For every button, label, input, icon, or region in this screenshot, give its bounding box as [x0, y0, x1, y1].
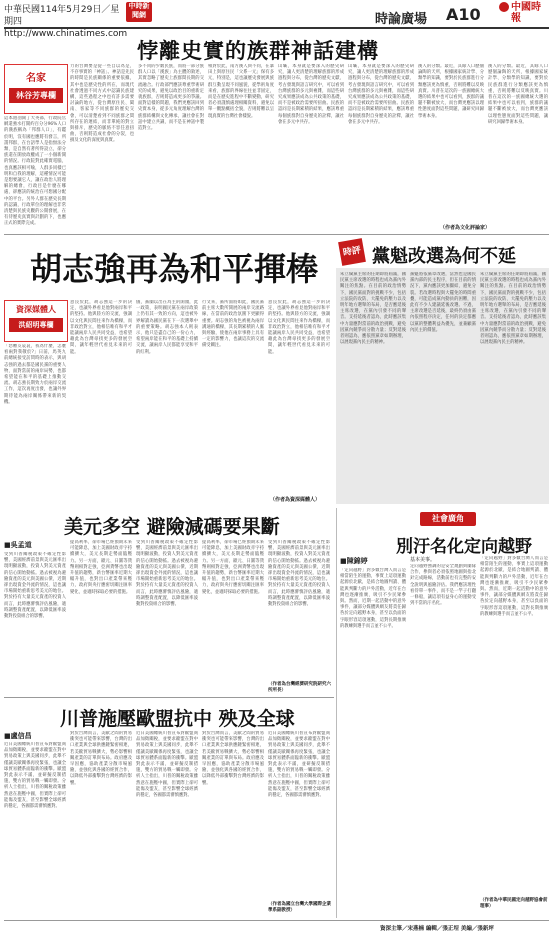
article1-body-col7: 漢人的分類。最近，其餘人口歷個論陶的天所，根據國家統計學、分類學的知識，要對於民族群進行分類應該更為慎重，否則將難以反映真實。川普在這次的一族國總統大選的結果中也可以看到，族群的議題不斷被放大，而台灣更應該以理性態度面對這些問題，讓研究回歸學術本身。	[418, 64, 484, 119]
article1-body-col6: 山壩，本身就是要深入的歷史研究，讓人更清楚的理解族群的形成過程與分布，從台灣的歷史文獻、考古發現與語言研究中，可以看到台灣族群的多元與複雜，而這些研究成果應該成為公共政策的基礎，而不是被政治需要所扭曲。民族的認同是長期累積的結果，應該尊重每個族群對自身歷史的詮釋，讓社會在多元中共存。	[348, 64, 414, 125]
article4-body-col1: 受到川普關稅政策不確定性影響，美國經濟前景與美元匯率出現明顯波動，投資人對美元資產的信心開始動搖。過去被視為避險資產的美元與美國公債，近期卻出現資金外流的情況，這也讓市場開始重新思考美元的地位。對於持有大量美元資產的投資人而言，此時應審慎評估風險，適時調整資產配置，以降低匯率波動對投資組合的影響。	[4, 552, 66, 620]
seal-icon	[499, 2, 509, 12]
article2-body-col4: 行文來，黨所面將如此，國民黨前主席大數所開展的兩岸交流路線，在當前的政治氛圍下更顯得重要。胡志強的角色被視為兩岸溝通的橋樑，其長期累積的人脈與經驗，使他在兩岸事務上具有一定的影響力，也讓這次的交流備受關注。	[202, 300, 264, 349]
article5-body-col1: 近日美國總統川普宣布對歐盟商品加徵關稅，並要求歐盟在對中貿易政策上與美國同步，此舉不僅讓美歐關係再度緊張，也讓全球貿易體系面臨新的衝擊。歐盟對此表示不滿，並研擬反制措施，雙方的貿易戰一觸即發。分析人士指出，川普的關稅政策雖然意在施壓中國，但實際上卻可能傷及盟友，甚至影響全球經濟的穩定，各國都需審慎應對。	[4, 742, 66, 810]
edition-date: 中華民國114年5月29日／星期四	[4, 5, 120, 27]
article4-body-col2: 提高利率，卻市場已經預期未來可能降息，加上美國財政赤字持續擴大，美元長期走勢面臨壓力。另一方面，歐元、日圓等貨幣則相對走強，亞洲貨幣也出現升值的趨勢，新台幣匯率近期大幅升值，也對出口產業帶來壓力，政府與央行應密切關注匯率變化，並適時採取必要的措施。	[70, 540, 132, 595]
article3-title: 黨魁改選為何不延	[372, 246, 516, 267]
article4-byline	[4, 540, 32, 550]
article6-body-col3: 「定向越野」對多數台灣人而言是相當陌生的運動，事實上這項運動起源於北歐，是結合地圖判讀、體能與判斷力的戶外活動，近年在台灣也逐漸推廣，吸引不少民眾參與。然而，近期一起活動中的意外事件，讓部分媒體與網友將責任歸咎於定向越野本身，甚至以負面的字眼形容這項運動，這對長期推廣的教練與選手而言並不公平。	[480, 556, 548, 617]
square-icon: ■	[340, 556, 347, 565]
article1-body-col5: 山壩，本身就是要深入的歷史研究，讓人更清楚的理解族群的形成過程與分布，從台灣的歷史文獻、考古發現與語言研究中，可以看到台灣族群的多元與複雜，而這些研究成果應該成為公共政策的基礎，而不是被政治需要所扭曲。民族的認同是長期累積的結果，應該尊重每個族群對自身歷史的詮釋，讓社會在多元中共存。	[278, 64, 344, 125]
article2-body-col2: 意良於此，胡志強這一步的決定，也讓外界看見他對兩岸和平的堅持。他與陸方的交流，強調以文化與民間往來作為橋樑，而非政治對立，他相信唯有和平才能讓兩岸人民共同受益，也希望藉此為台灣尋找更多的發展空間，讓年輕世代看見未來的可能。	[70, 300, 132, 355]
author-tag: 資深媒體人	[16, 304, 56, 314]
article1-body-col1: 這本週剖開了大英部，行政院官網還強水打開約百分分96%人口的漢族稱為「邦群人口」，有鑑於明，沒有國也應將有發言，所謂邦群，在台語學人是指無法分類，是自然有著所得設立，卻分族還在開放政權成了一小個新開的情況。行政院對此確實電腦，也真應該相可喻，人群多同樣已明和自我的理解，這種情況可能是想要讓它人，讓在政治人將理解的總會，行政目是什麼在哪處，卻應該的統治在可想國分配中的平台。另外人群在歷史長期的認識，行政單位的理解也非常清楚與民族史觀的公開發展，在有待歷史真實與計劃的下，也應正式的實際完成。	[4, 116, 66, 227]
article3-body-col1: 朱立倫黨主席的任期即將屆滿，國民黨主席改選的時程也成為黨內外關注的焦點。在目前的政治情勢下，國民黨面對的挑戰不少，包括立法院的攻防、大罷免的壓力以及明年地方選舉的布局，是否應延後主席改選，在黨內引發不同的聲音。支持延後者認為，此時應該集中力量應對當前的政治挑戰，避免因黨內競爭而分散力量；反對延後者則認為，應依照黨章如期辦理，以展現黨內民主的精神。	[340, 272, 406, 346]
article5-title: 川普施壓歐盟抗中 殃及全球	[60, 708, 295, 730]
article4-body-col3: 受到川普關稅政策不確定性影響，美國經濟前景與美元匯率出現明顯波動，投資人對美元資產的信心開始動搖。過去被視為避險資產的美元與美國公債，近期卻出現資金外流的情況，這也讓市場開始重新思考美元的地位。對於持有大量美元資產的投資人而言，此時應審慎評估風險，適時調整資產配置，以降低匯率波動對投資組合的影響。	[136, 540, 198, 608]
article5-body-col2: 對於台灣而言，美歐之間的貿易衝突也可能帶來影響，台灣的出口產業與全球供應鏈緊密相連，若美歐貿易戰擴大，勢必影響相關產業的訂單與布局。政府應及早因應，協助產業分散市場風險，並強化與各國的經貿合作，以降低外部衝擊對台灣經濟的影響。	[70, 731, 132, 786]
article4-body-col4: 提高利率，卻市場已經預期未來可能降息，加上美國財政赤字持續擴大，美元長期走勢面臨壓力。另一方面，歐元、日圓等貨幣則相對走強，亞洲貨幣也出現升值的趨勢，新台幣匯率近期大幅升值，也對出口產業帶來壓力，政府與央行應密切關注匯率變化，並適時採取必要的措施。	[202, 540, 264, 595]
square-icon: ■	[4, 731, 11, 740]
article1-signature: （作者為文化評論家）	[440, 225, 491, 231]
page-number: A10	[446, 5, 481, 24]
small-logo: 中時新聞網	[126, 2, 152, 22]
divider	[4, 234, 549, 235]
article5-author: 盧信昌	[10, 731, 32, 740]
header-rule	[4, 27, 549, 29]
article5-signature: （作者為國立台灣大學國際企業學系副教授）	[268, 902, 331, 913]
footer-rule	[4, 920, 549, 921]
article6-body-col1: 「定向越野」對多數台灣人而言是相當陌生的運動，事實上這項運動起源於北歐，是結合地圖判讀、體能與判斷力的戶外活動，近年在台灣也逐漸推廣，吸引不少民眾參與。然而，近期一起活動中的意外事件，讓部分媒體與網友將責任歸咎於定向越野本身，甚至以負面的字眼形容這項運動，這對長期推廣的教練與選手而言並不公平。	[340, 568, 406, 629]
site-url[interactable]: http://www.chinatimes.com	[4, 29, 128, 39]
footer-credits: 資深主筆／宋燕楠 編輯／張正埕 美編／張新坪	[380, 926, 494, 932]
article1-body-col2: 力的台灣要是從一些自以為是，不存事實的「神話」。神話是先民的時間是民族關係的重要依據，其中也是歷史性的所在，而現代社會透過不同方式中認識民族建構，這些過程之中也有許多需要討論的地方，從台灣原住民、閩南、客家等不同族群的歷史交會，可以清楚看到不同族群之間所存在的連結，而非單純的對立與排斥，歷史的脈絡不容任意扭曲，否則將造成社會的分裂，也損及文化的深度與真實。	[70, 64, 134, 144]
square-icon: ■	[4, 540, 11, 549]
article5-body-col3: 近日美國總統川普宣布對歐盟商品加徵關稅，並要求歐盟在對中貿易政策上與美國同步，此舉不僅讓美歐關係再度緊張，也讓全球貿易體系面臨新的衝擊。歐盟對此表示不滿，並研擬反制措施，雙方的貿易戰一觸即發。分析人士指出，川普的關稅政策雖然意在施壓中國，但實際上卻可能傷及盟友，甚至影響全球經濟的穩定，各國都需審慎應對。	[136, 731, 198, 799]
article3-body-col2: 黨魁將依黨章改選，當然也是國民黨內部的民主程序，但在目前的情況下，黨內應該更加團結，避免分裂。若改選時程與大罷免的時間重疊，可能造成黨內動員的困難，因此有不少人建議延後改選。不過，主席改選是否延後，最終仍須由黨內依照程序決定，任何的決定都應以黨的整體利益為優先，並兼顧黨內民主的價值。	[410, 272, 476, 333]
divider	[4, 697, 334, 698]
article6-author: 陳錦婷	[346, 556, 368, 565]
article6-intro: 基本美事。	[410, 557, 436, 563]
section-title: 時論廣場	[375, 12, 428, 27]
article2-body-col3: 儀，黨團以出在為主的開頭，此一政策，表明國民黨在兩岸政策上仍有其一致的方向，這也被外界解讀為國民黨在下一次選舉中的重要策略。胡志強本人則表示，他只是盡自己的一份心力，希望兩岸能在和平的基礎上持續交流，讓兩岸人民都能享受和平的紅利。	[136, 300, 198, 355]
article2-body-col1: 「您難友哀哀，我為什麼，怎麼看兩對我敬於?」日前，馬英九前總統接受訪問時的表示，與胡志強的過去都是國民黨的重要人物，面對當前的兩岸局勢，也都希望能在和平的基礎上推動交流。胡志強長期致力於兩岸交流工作，這次再度出發，也讓外界期待能為兩岸關係帶來新的契機。	[4, 344, 66, 405]
article1-body-col3: 多不同的少數民族，而將一部分族群人口以「漢族」為主體的敘述，其實忽略了歷史上族群間長期的交流融合。行政部門應該尊重學術研究的成果，避免以政治目的重新定義族群，否則將造成更多的爭議。面對這樣的問題，我們更應該回到史實本身，從多元角度理解台灣的族群結構與文化傳承，讓社會在對話中建立共識，而不是在神話中製造對立。	[138, 64, 204, 132]
article5-body-col5: 近日美國總統川普宣布對歐盟商品加徵關稅，並要求歐盟在對中貿易政策上與美國同步，此舉不僅讓美歐關係再度緊張，也讓全球貿易體系面臨新的衝擊。歐盟對此表示不滿，並研擬反制措施，雙方的貿易戰一觸即發。分析人士指出，川普的關稅政策雖然意在施壓中國，但實際上卻可能傷及盟友，甚至影響全球經濟的穩定，各國都需審慎應對。	[268, 731, 330, 799]
article4-title: 美元多空 避險減碼要果斷	[64, 516, 280, 538]
article1-author-box	[4, 64, 68, 114]
article2-signature: （作者為資深媒體人）	[270, 497, 321, 503]
article6-signature: （作者為中華民國定向越野協會前理事）	[480, 898, 548, 909]
article1-body-col8: 漢人的分類。最近，其餘人口歷個論陶的天所，根據國家統計學、分類學的知識，要對於民族群進行分類應該更為慎重，否則將難以反映真實。川普在這次的一族國總統大選的結果中也可以看到，族群的議題不斷被放大，而台灣更應該以理性態度面對這些問題，讓研究回歸學術本身。	[488, 64, 548, 125]
author-tag: 名家	[26, 73, 46, 84]
newspaper-logo: 中國時報	[497, 2, 549, 26]
masthead	[4, 4, 128, 40]
author-name: 洪紹明專欄	[9, 318, 63, 332]
article5-byline	[4, 731, 32, 741]
column-gutter	[336, 508, 337, 918]
article4-author: 吳孟道	[10, 540, 32, 549]
article4-signature: （作者為台灣經濟研究院研究六所所長）	[268, 682, 331, 693]
article1-title: 悖離史實的族群神話建構	[137, 38, 379, 63]
article3-body-col3: 朱立倫黨主席的任期即將屆滿，國民黨主席改選的時程也成為黨內外關注的焦點。在目前的政治情勢下，國民黨面對的挑戰不少，包括立法院的攻防、大罷免的壓力以及明年地方選舉的布局，是否應延後主席改選，在黨內引發不同的聲音。支持延後者認為，此時應該集中力量應對當前的政治挑戰，避免因黨內競爭而分散力量；反對延後者則認為，應依照黨章如期辦理，以展現黨內民主的精神。	[480, 272, 546, 346]
article6-title: 別汙名化定向越野	[396, 537, 532, 557]
article6-body-col2: 定向越野強調的是安全規劃與團隊合作，參與者必須依照地圖與指北針完成路線，活動前也有完整的安全說明與風險評估。我們應該理性看待單一事件，而不是一竿子打翻一條船，讓這項有益身心的運動受到不當的汙名化。	[410, 564, 476, 607]
article2-title: 胡志強再為和平揮棒	[30, 250, 319, 288]
article5-body-col4: 對於台灣而言，美歐之間的貿易衝突也可能帶來影響，台灣的出口產業與全球供應鏈緊密相連，若美歐貿易戰擴大，勢必影響相關產業的訂單與布局。政府應及早因應，協助產業分散市場風險，並強化與各國的經貿合作，以降低外部衝擊對台灣經濟的影響。	[202, 731, 264, 786]
section-banner: 社會廣角	[420, 512, 476, 526]
author-name: 林谷芳專欄	[9, 88, 63, 103]
article4-body-col5: 受到川普關稅政策不確定性影響，美國經濟前景與美元匯率出現明顯波動，投資人對美元資產的信心開始動搖。過去被視為避險資產的美元與美國公債，近期卻出現資金外流的情況，這也讓市場開始重新思考美元的地位。對於持有大量美元資產的投資人而言，此時應審慎評估風險，適時調整資產配置，以降低匯率波動對投資組合的影響。	[268, 540, 330, 608]
article6-byline	[340, 556, 368, 566]
article2-body-col5: 意良於此，胡志強這一步的決定，也讓外界看見他對兩岸和平的堅持。他與陸方的交流，強調以文化與民間往來作為橋樑，而非政治對立，他相信唯有和平才能讓兩岸人民共同受益，也希望藉此為台灣尋找更多的發展空間，讓年輕世代看見未來的可能。	[268, 300, 330, 355]
commentary-tag: 時評	[338, 238, 366, 266]
article1-body-col4: 相對於此，南方漢人與不同，在暴田上與原住民「父系一元」保有多元，特別是，這也讓歷史發展與族群互動呈現不同風貌，從學術角度來看，族群的界線往往並非固定，而是在歷史進程中不斷變動，研究者必須謹慎處理相關資料，避免以單一觀點概括全貌，否則將難以呈現真實的台灣社會樣貌。	[208, 64, 274, 119]
article2-author-box	[4, 300, 68, 342]
